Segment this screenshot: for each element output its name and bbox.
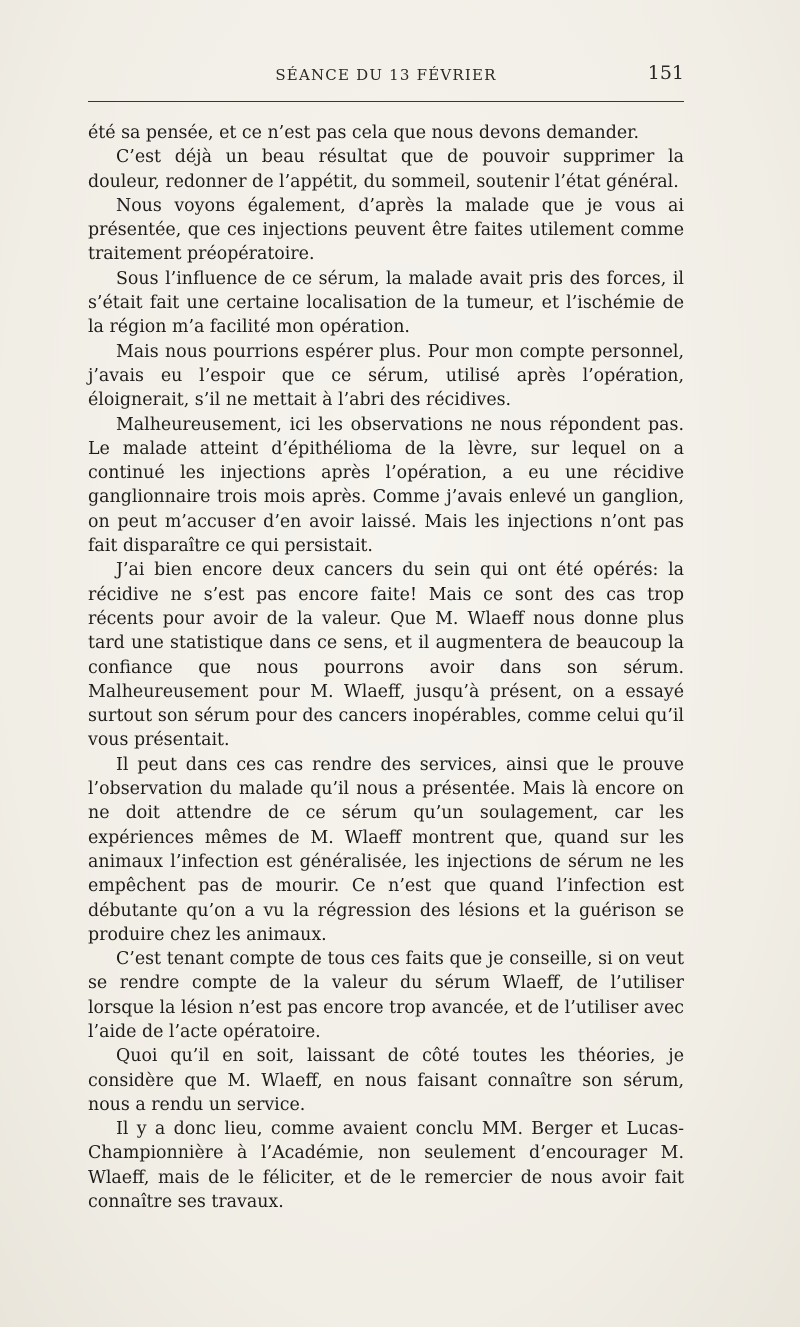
paragraph: Mais nous pourrions espérer plus. Pour mon compte personnel, j’avais eu l’espoir que ce sérum, utilisé après l’opération, éloignerait, s’il ne mettait à l’abri des récidives.	[88, 341, 684, 411]
page-number: 151	[647, 62, 684, 84]
running-title: SÉANCE DU 13 FÉVRIER	[275, 66, 497, 84]
paragraph: C’est déjà un beau résultat que de pouvoir supprimer la douleur, redonner de l’appétit, du sommeil, soutenir l’état général.	[88, 147, 684, 192]
paragraph: été sa pensée, et ce n’est pas cela que nous devons demander.	[88, 123, 640, 143]
paragraph: Il peut dans ces cas rendre des services, ainsi que le prouve l’observation du malade qu’il nous a présentée. Mais là encore on ne doit attendre de ce sérum qu’un soulagement, car les expériences mêmes de M. Wlaeff montrent que, quand sur les animaux l’infection est généralisée, les injections de sérum ne les empêchent pas de mourir. Ce n’est que quand l’infection est débutante qu’on a vu la régression des lésions et la guérison se produire chez les animaux.	[88, 754, 684, 945]
paragraph: C’est tenant compte de tous ces faits que je conseille, si on veut se rendre compte de la valeur du sérum Wlaeff, de l’utiliser lorsque la lésion n’est pas encore trop avancée, et de l’utiliser avec l’aide de l’acte opératoire.	[88, 949, 684, 1042]
paragraph: Quoi qu’il en soit, laissant de côté toutes les théories, je considère que M. Wlaeff, en nous faisant connaître son sérum, nous a rendu un service.	[88, 1046, 684, 1115]
paragraph: Il y a donc lieu, comme avaient conclu MM. Berger et Lucas-Championnière à l’Académie, non seulement d’encourager M. Wlaeff, mais de le féliciter, et de le remercier de nous avoir fait connaître ses travaux.	[88, 1119, 684, 1213]
paragraph: Sous l’influence de ce sérum, la malade avait pris des forces, il s’était fait une certaine localisation de la tumeur, et l’ischémie de la région m’a facilité mon opération.	[88, 268, 684, 338]
page-header	[88, 62, 684, 92]
header-rule	[88, 101, 684, 102]
paragraph: Malheureusement, ici les observations ne nous répondent pas. Le malade atteint d’épithélioma de la lèvre, sur lequel on a continué les injections après l’opération, a eu une récidive ganglionnaire trois mois après. Comme j’avais enlevé un ganglion, on peut m’accuser d’en avoir laissé. Mais les injections n’ont pas fait disparaître ce qui persistait.	[88, 414, 684, 557]
paragraph: Nous voyons également, d’après la malade que je vous ai présentée, que ces injections peuvent être faites utilement comme traitement préopératoire.	[88, 195, 684, 265]
body-text	[88, 121, 684, 1214]
paragraph: J’ai bien encore deux cancers du sein qui ont été opérés: la récidive ne s’est pas encore faite! Mais ce sont des cas trop récents pour avoir de la valeur. Que M. Wlaeff nous donne plus tard une statistique dans ce sens, et il augmentera de beaucoup la confiance que nous pourrons avoir dans son sérum. Malheureusement pour M. Wlaeff, jusqu’à présent, on a essayé surtout son sérum pour des cancers inopérables, comme celui qu’il vous présentait.	[88, 560, 684, 751]
